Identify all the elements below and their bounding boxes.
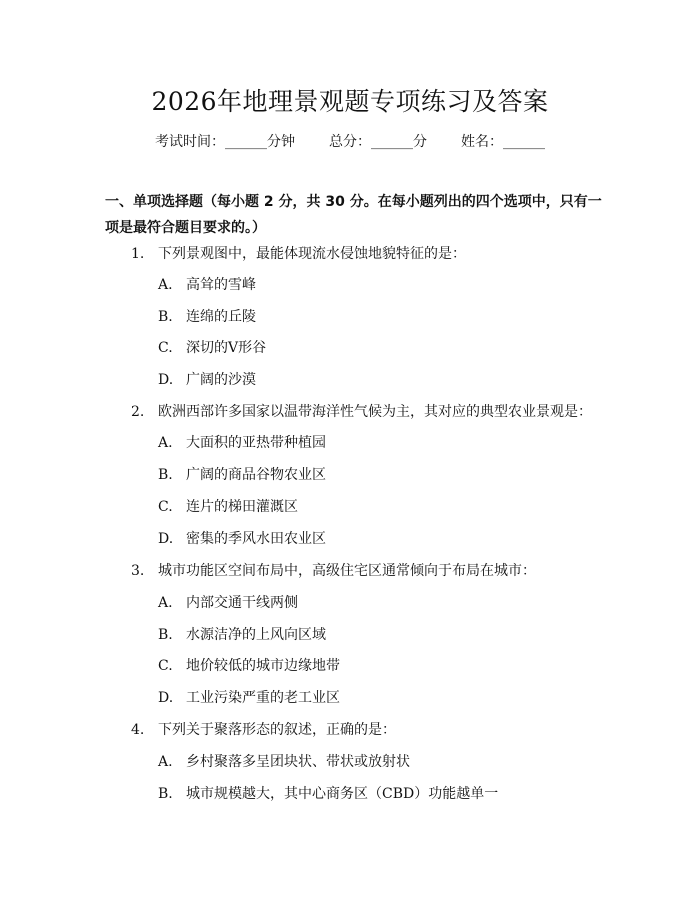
exam-meta <box>0 131 700 151</box>
section-heading: 一、单项选择题（每小题 2 分，共 30 分。在每小题列出的四个选项中，只有一项是最符合题目要求的。） <box>105 194 602 236</box>
question-text: 下列关于聚落形态的叙述，正确的是： <box>158 722 396 738</box>
option-text: 水源洁净的上风向区域 <box>186 627 326 643</box>
question-number: 4. <box>131 722 145 738</box>
option-text: 密集的季风水田农业区 <box>186 531 326 547</box>
option-label: D. <box>158 372 174 388</box>
total-score-field: 总分：______分 <box>329 134 427 150</box>
question-text: 城市功能区空间布局中，高级住宅区通常倾向于布局在城市： <box>158 563 536 579</box>
exam-time-field: 考试时间：______分钟 <box>155 134 295 150</box>
option-label: B. <box>158 309 173 325</box>
option-label: A. <box>158 277 173 293</box>
option-label: B. <box>158 786 173 802</box>
question-number: 3. <box>131 563 145 579</box>
option-text: 广阔的沙漠 <box>186 372 256 388</box>
option-text: 大面积的亚热带种植园 <box>186 435 326 451</box>
option-text: 高耸的雪峰 <box>186 277 256 293</box>
option-label: D. <box>158 531 174 547</box>
option-text: 乡村聚落多呈团块状、带状或放射状 <box>186 754 410 770</box>
option-text: 工业污染严重的老工业区 <box>186 690 340 706</box>
question-text: 欧洲西部许多国家以温带海洋性气候为主，其对应的典型农业景观是： <box>158 404 592 420</box>
option-text: 深切的V形谷 <box>186 340 267 356</box>
option-text: 广阔的商品谷物农业区 <box>186 467 326 483</box>
page-title: 2026年地理景观题专项练习及答案 <box>151 87 549 116</box>
student-name-field: 姓名：______ <box>461 134 545 150</box>
option-label: A. <box>158 435 173 451</box>
option-text: 城市规模越大，其中心商务区（CBD）功能越单一 <box>186 786 499 802</box>
option-label: C. <box>158 658 173 674</box>
question-number: 2. <box>131 404 145 420</box>
option-label: A. <box>158 754 173 770</box>
option-text: 连片的梯田灌溉区 <box>186 499 298 515</box>
option-label: C. <box>158 340 173 356</box>
option-label: B. <box>158 467 173 483</box>
option-label: D. <box>158 690 174 706</box>
option-label: C. <box>158 499 173 515</box>
option-text: 连绵的丘陵 <box>186 309 256 325</box>
option-text: 内部交通干线两侧 <box>186 595 298 611</box>
question-text: 下列景观图中，最能体现流水侵蚀地貌特征的是： <box>158 246 466 262</box>
question-number: 1. <box>131 246 145 262</box>
option-text: 地价较低的城市边缘地带 <box>186 658 340 674</box>
option-label: A. <box>158 595 173 611</box>
option-label: B. <box>158 627 173 643</box>
